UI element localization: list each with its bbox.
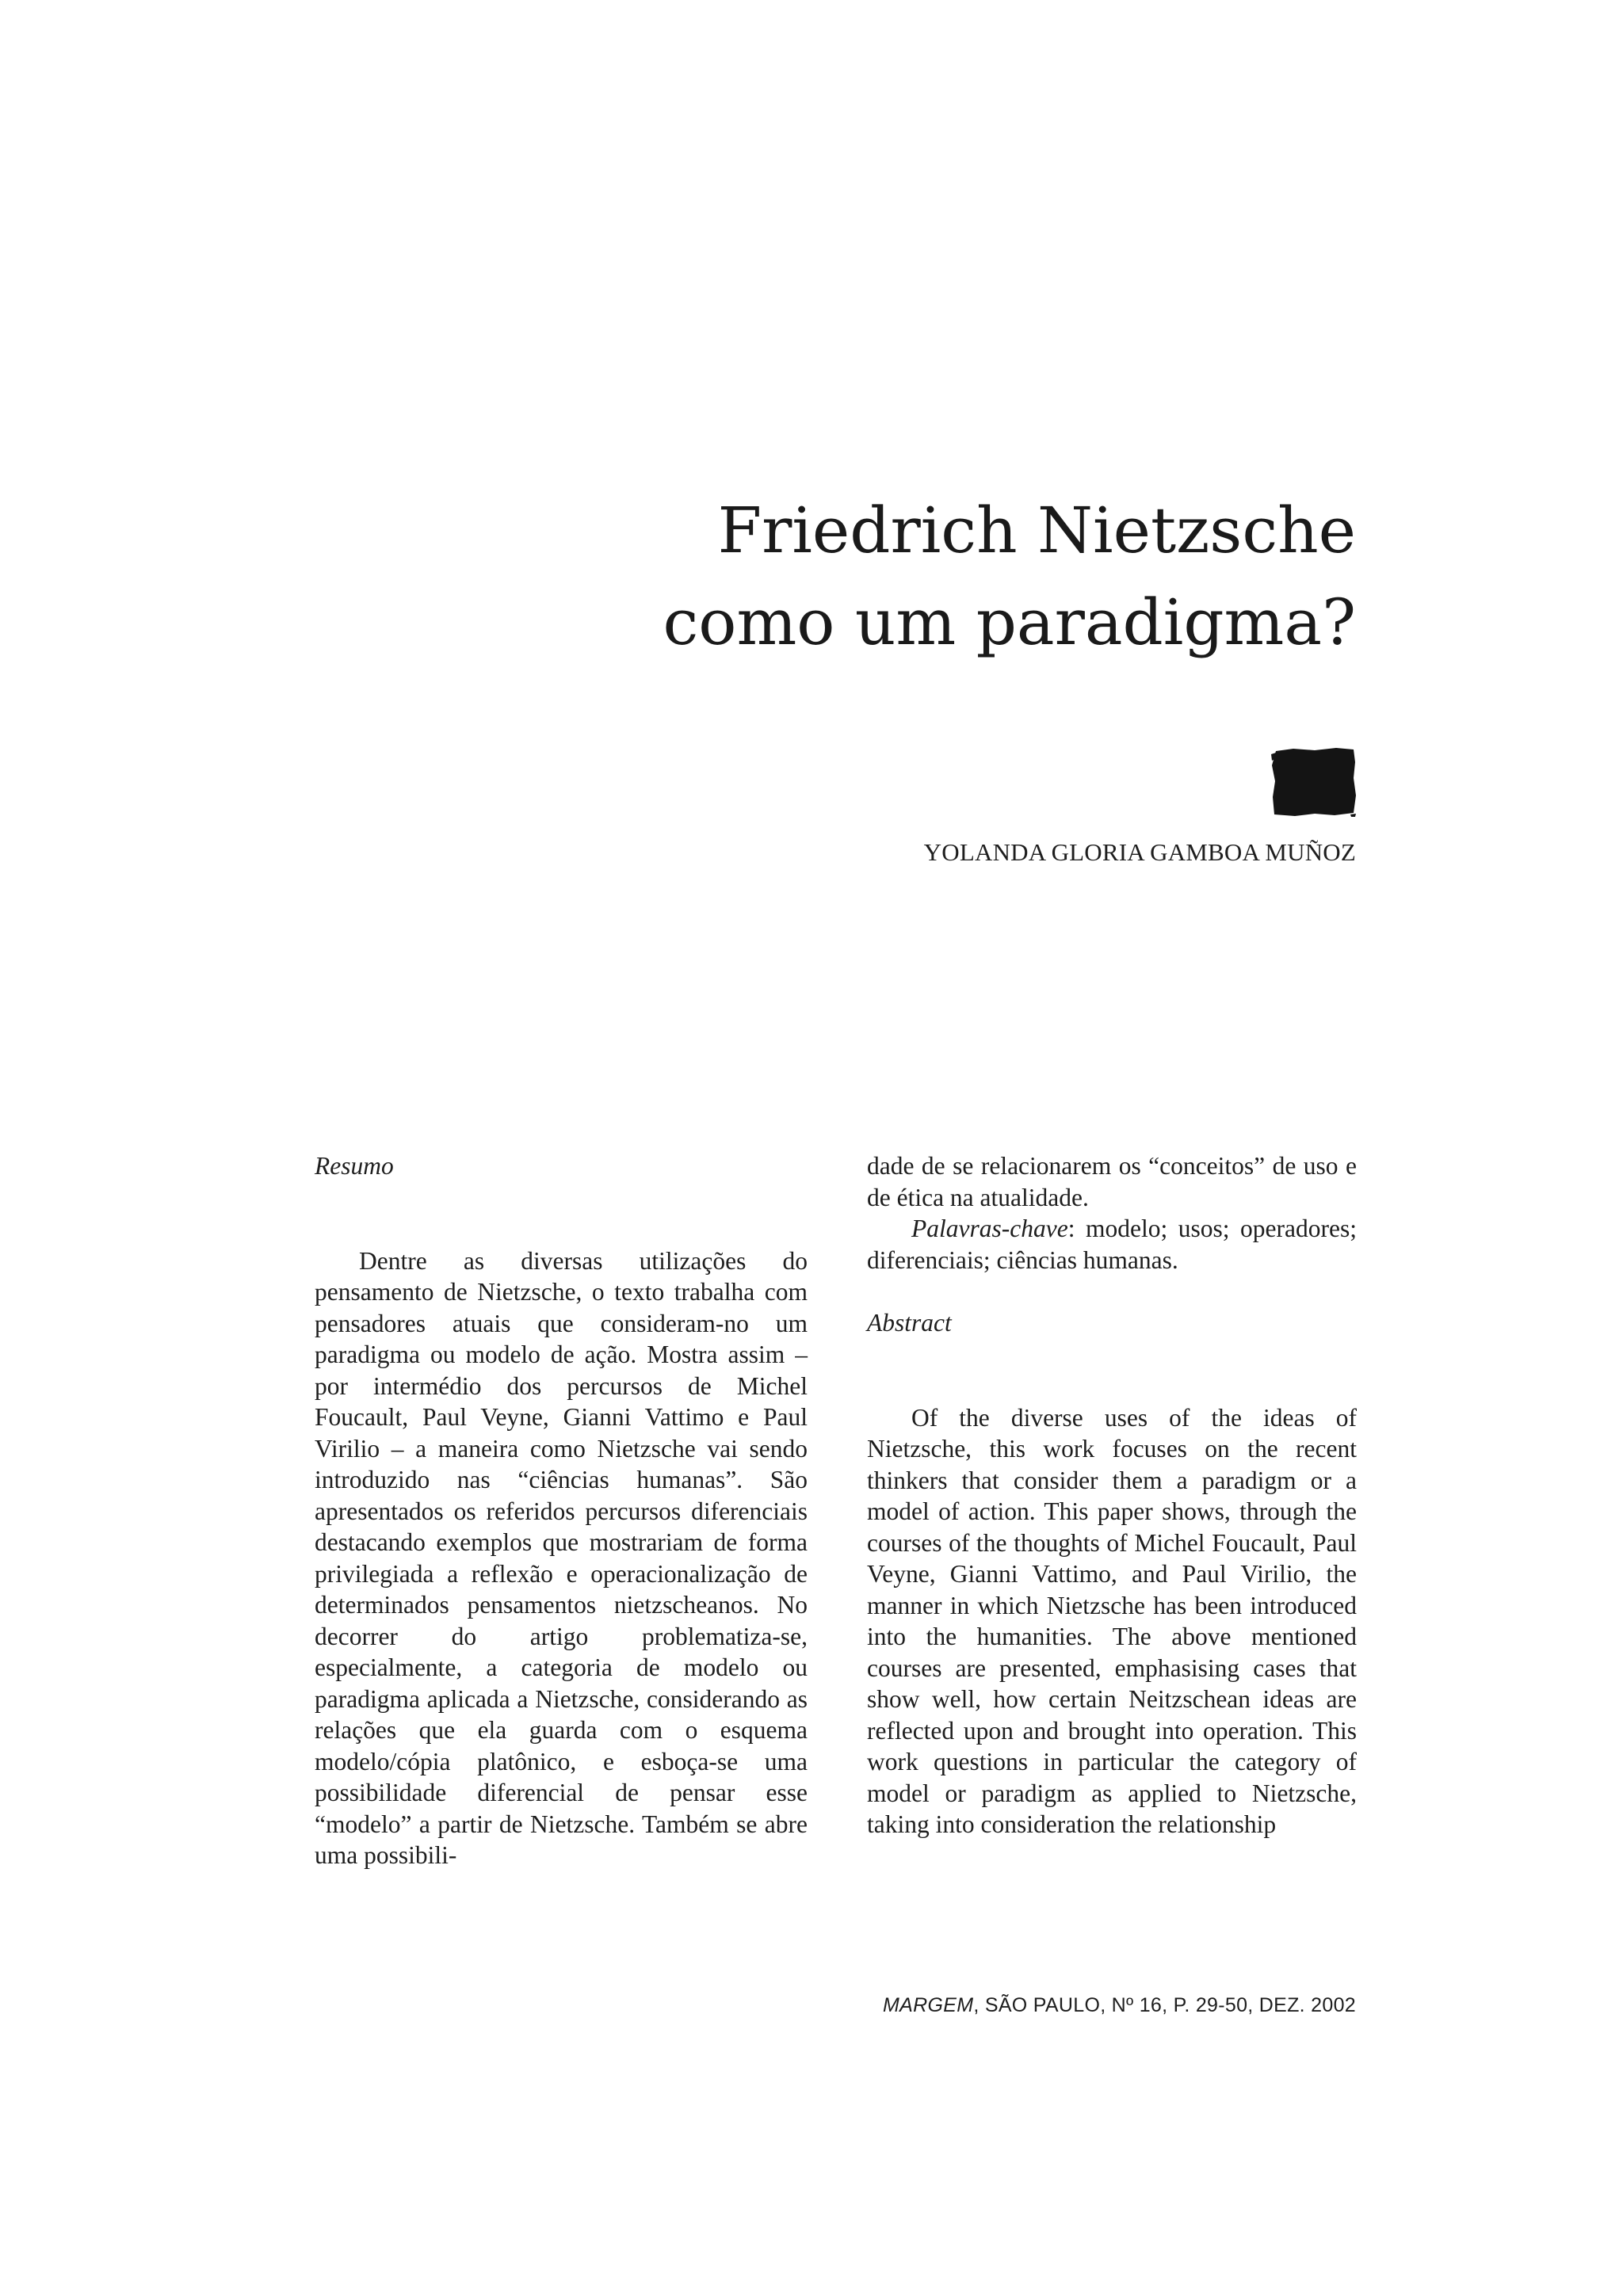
abstract-body: Of the diverse uses of the ideas of Nietzsche, this work focuses on the recent thinkers that consider them a paradigm or a model of action. This paper shows, through the courses of the thoughts of Michel Foucault, Paul Veyne, Gianni Vattimo, and Paul Virilio, the manner in which Nietzsche has been introduced into the humanities. The above mentioned courses are presented, emphasising cases that show well, how certain Neitzschean ideas are reflected upon and brought into operation. This work questions in particular the category of model or paradigm as applied to Nietzsche, taking into consideration the relationship: [867, 1403, 1357, 1838]
right-column: [867, 1150, 1357, 1840]
journal-name: MARGEM: [883, 1994, 974, 2016]
resumo-body-part1: Dentre as diversas utilizações do pensamento de Nietzsche, o texto trabalha com pensadores atuais que consideram-no um paradigma ou modelo de ação. Mostra assim – por intermédio dos percursos de Michel Foucault, Paul Veyne, Gianni Vattimo e Paul Virilio – a maneira como Nietzsche vai sendo introduzido nas “ciências humanas”. São apresentados os referidos percursos diferenciais destacando exemplos que mostrariam de forma privilegiada a reflexão e operacionalização de determinados pensamentos nietzscheanos. No decorrer do artigo problematiza-se, especialmente, a categoria de modelo ou paradigma aplicada a Nietzsche, considerando as relações que ela guarda com o esquema modelo/cópia platônico, e esboça-se uma possibilidade diferencial de pensar esse “modelo” a partir de Nietzsche. Também se abre uma possibili-: [315, 1246, 808, 1869]
abstract-heading: Abstract: [867, 1309, 952, 1337]
keywords-label: Palavras-chave: [911, 1215, 1068, 1242]
journal-details: , SÃO PAULO, Nº 16, P. 29-50, DEZ. 2002: [973, 1994, 1356, 2016]
title-line-2: como um paradigma?: [663, 585, 1356, 659]
keywords-list: : modelo; usos; operadores; diferenciais; ciências humanas.: [867, 1215, 1357, 1274]
resumo-heading: Resumo: [315, 1152, 394, 1180]
journal-citation: [883, 1994, 1356, 2017]
keywords: [867, 1213, 1357, 1276]
title-line-1: Friedrich Nietzsche: [717, 494, 1356, 567]
author-name: YOLANDA GLORIA GAMBOA MUÑOZ: [923, 838, 1356, 866]
black-brush-square-icon: [1271, 746, 1357, 818]
left-column: [315, 1150, 808, 1871]
resumo-body-part2: dade de se relacionarem os “conceitos” de uso e de ética na atualidade.: [867, 1152, 1357, 1211]
article-title: [484, 485, 1356, 669]
